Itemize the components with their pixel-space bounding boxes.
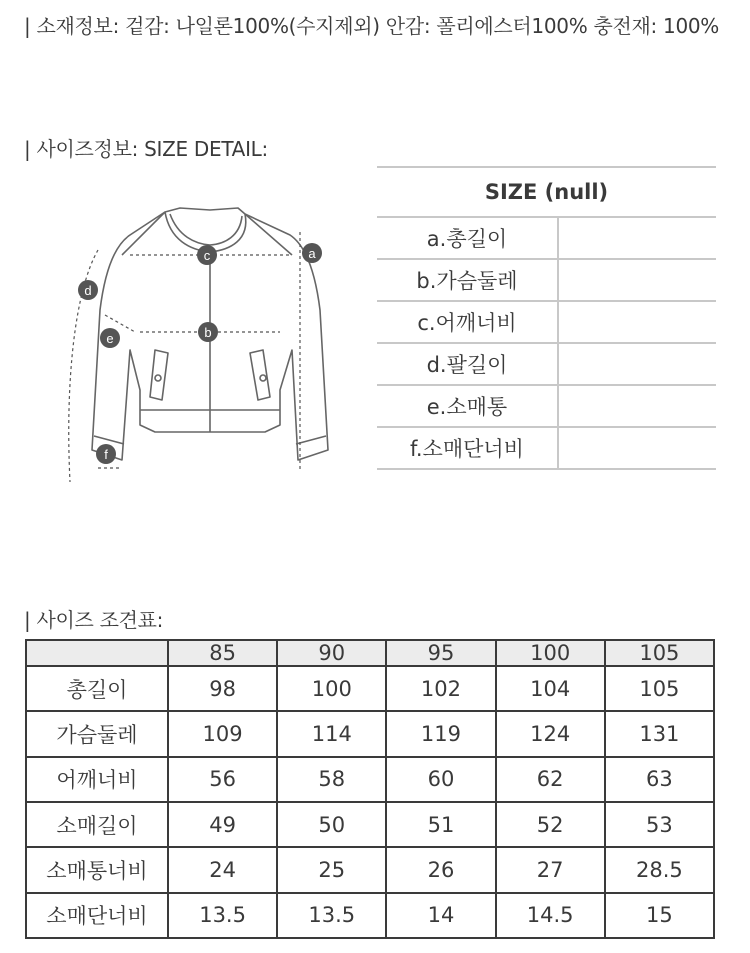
table-row	[26, 847, 714, 892]
table-cell: 131	[605, 711, 714, 756]
marker-e-label: e	[106, 331, 114, 346]
size-detail-heading: | 사이즈정보: SIZE DETAIL:	[24, 137, 268, 161]
row-label: 소매길이	[26, 802, 168, 847]
table-cell: 49	[168, 802, 277, 847]
table-cell: 119	[386, 711, 495, 756]
table-cell: 63	[605, 757, 714, 802]
measure-value	[558, 427, 716, 469]
table-cell: 51	[386, 802, 495, 847]
measure-value	[558, 385, 716, 427]
row-label: 총길이	[26, 666, 168, 711]
table-row	[26, 711, 714, 756]
table-row	[26, 757, 714, 802]
table-cell: 62	[496, 757, 605, 802]
row-label: 소매단너비	[26, 893, 168, 938]
table-row	[377, 427, 716, 469]
table-row	[26, 893, 714, 938]
size-chart-table	[25, 639, 715, 939]
measure-label: a.총길이	[377, 217, 558, 259]
marker-a-label: a	[308, 246, 316, 261]
table-row	[377, 301, 716, 343]
table-row	[377, 217, 716, 259]
measure-label: b.가슴둘레	[377, 259, 558, 301]
table-cell: 60	[386, 757, 495, 802]
table-row	[26, 666, 714, 711]
table-cell: 26	[386, 847, 495, 892]
measure-value	[558, 217, 716, 259]
corner-cell	[26, 640, 168, 666]
table-cell: 25	[277, 847, 386, 892]
table-cell: 100	[277, 666, 386, 711]
table-cell: 13.5	[277, 893, 386, 938]
table-row	[26, 802, 714, 847]
table-cell: 28.5	[605, 847, 714, 892]
row-label: 가슴둘레	[26, 711, 168, 756]
table-cell: 124	[496, 711, 605, 756]
size-detail-header: SIZE (null)	[377, 167, 716, 217]
table-cell: 104	[496, 666, 605, 711]
size-column-header: 100	[496, 640, 605, 666]
size-column-header: 95	[386, 640, 495, 666]
measure-label: c.어깨너비	[377, 301, 558, 343]
table-cell: 27	[496, 847, 605, 892]
table-cell: 105	[605, 666, 714, 711]
measure-label: e.소매통	[377, 385, 558, 427]
measure-value	[558, 259, 716, 301]
size-column-header: 85	[168, 640, 277, 666]
table-cell: 50	[277, 802, 386, 847]
table-cell: 14	[386, 893, 495, 938]
row-label: 어깨너비	[26, 757, 168, 802]
table-row	[377, 343, 716, 385]
marker-b-label: b	[204, 325, 212, 340]
table-cell: 58	[277, 757, 386, 802]
row-label: 소매통너비	[26, 847, 168, 892]
table-cell: 13.5	[168, 893, 277, 938]
material-info: | 소재정보: 겉감: 나일론100%(수지제외) 안감: 폴리에스터100% 충전재: 100%	[24, 14, 719, 38]
size-chart-heading: | 사이즈 조견표:	[24, 608, 164, 632]
table-cell: 14.5	[496, 893, 605, 938]
measure-value	[558, 343, 716, 385]
size-detail-table	[377, 166, 716, 470]
marker-d-label: d	[84, 283, 92, 298]
measurement-markers	[78, 243, 322, 464]
table-cell: 52	[496, 802, 605, 847]
size-column-header: 90	[277, 640, 386, 666]
table-cell: 24	[168, 847, 277, 892]
table-cell: 98	[168, 666, 277, 711]
jacket-diagram	[60, 200, 360, 500]
table-cell: 15	[605, 893, 714, 938]
table-row	[377, 385, 716, 427]
measure-label: f.소매단너비	[377, 427, 558, 469]
table-cell: 114	[277, 711, 386, 756]
table-cell: 109	[168, 711, 277, 756]
measure-value	[558, 301, 716, 343]
size-header-row	[26, 640, 714, 666]
measure-label: d.팔길이	[377, 343, 558, 385]
marker-c-label: c	[203, 248, 211, 263]
marker-f-label: f	[104, 447, 108, 462]
table-row	[377, 259, 716, 301]
table-cell: 102	[386, 666, 495, 711]
table-cell: 53	[605, 802, 714, 847]
table-cell: 56	[168, 757, 277, 802]
size-column-header: 105	[605, 640, 714, 666]
